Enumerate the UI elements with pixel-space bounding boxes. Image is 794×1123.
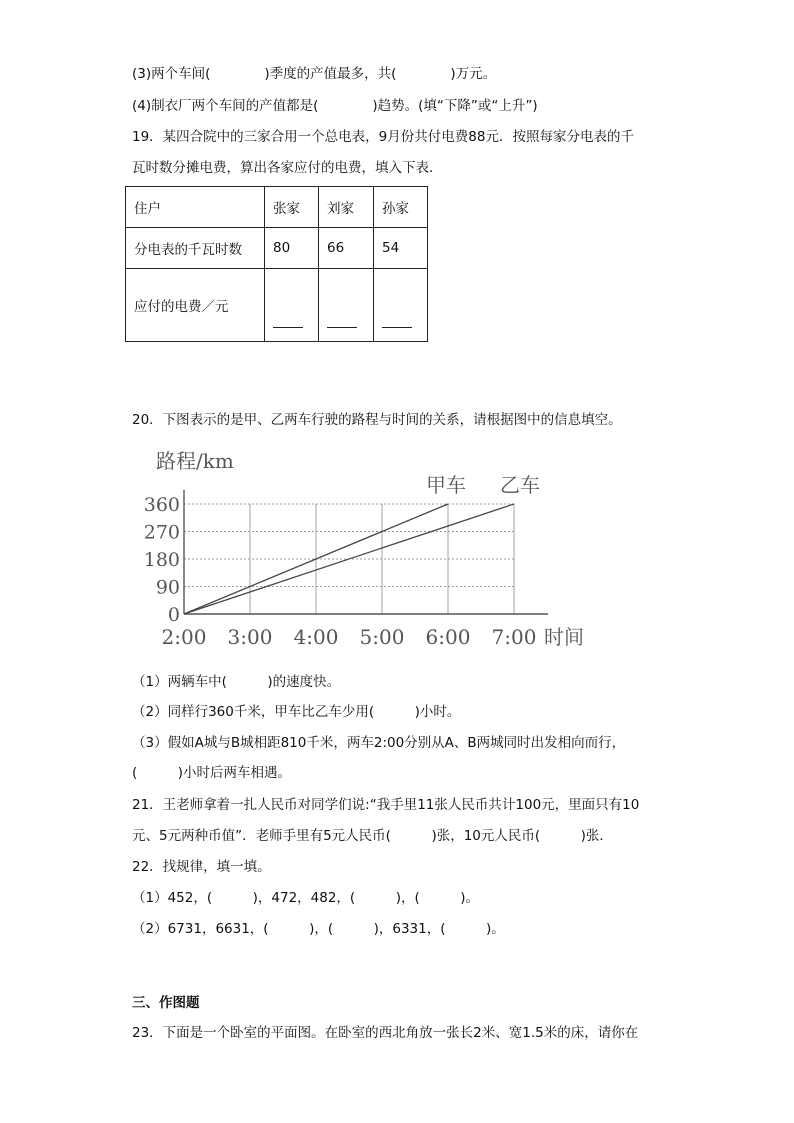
q21-text-line2: 元、5元两种币值”．老师手里有5元人民币( )张，10元人民币( )张． bbox=[132, 828, 613, 844]
table-cell: 54 bbox=[374, 228, 428, 269]
table-header-cell: 孙家 bbox=[374, 187, 428, 228]
q20-part2: （2）同样行360千米，甲车比乙车少用( )小时。 bbox=[132, 704, 461, 720]
x-tick-label: 3:00 bbox=[227, 625, 273, 649]
x-tick-label: 7:00 bbox=[491, 625, 537, 649]
q20-part3-line2: ( )小时后两车相遇。 bbox=[132, 765, 292, 781]
section-heading: 三、作图题 bbox=[132, 995, 200, 1011]
table-header-cell: 住户 bbox=[126, 187, 265, 228]
answer-blank-zhang[interactable] bbox=[265, 269, 319, 342]
electric-fee-table bbox=[125, 186, 428, 342]
y-tick-label: 180 bbox=[143, 549, 180, 571]
q22-part2: （2）6731，6631，( )，( )，6331，( )。 bbox=[132, 921, 505, 937]
table-header-cell: 张家 bbox=[265, 187, 319, 228]
table-cell: 应付的电费／元 bbox=[126, 269, 265, 342]
y-tick-label: 90 bbox=[155, 576, 180, 599]
answer-blank-liu[interactable] bbox=[319, 269, 374, 342]
answer-blank-sun[interactable] bbox=[374, 269, 428, 342]
x-tick-label: 6:00 bbox=[425, 625, 471, 649]
x-tick-label: 4:00 bbox=[293, 625, 339, 649]
q19-text-line2: 瓦时数分摊电费，算出各家应付的电费，填入下表． bbox=[132, 160, 443, 176]
q20-part1: （1）两辆车中( )的速度快。 bbox=[132, 674, 341, 690]
q22-text: 22．找规律，填一填。 bbox=[132, 859, 271, 875]
q20-part3-line1: （3）假如A城与B城相距810千米，两车2:00分别从A、B两城同时出发相向而行， bbox=[132, 735, 626, 751]
q18-part4: (4)制衣厂两个车间的产值都是( )趋势。(填“下降”或“上升”) bbox=[132, 98, 538, 114]
y-tick-label: 270 bbox=[143, 521, 180, 544]
q18-part3: (3)两个车间( )季度的产值最多，共( )万元。 bbox=[132, 66, 497, 82]
q19-text-line1: 19．某四合院中的三家合用一个总电表，9月份共付电费88元．按照每家分电表的千 bbox=[132, 129, 634, 145]
y-tick-label: 360 bbox=[143, 494, 180, 516]
q21-text-line1: 21．王老师拿着一扎人民币对同学们说:“我手里11张人民币共计100元，里面只有10 bbox=[132, 797, 640, 813]
table-cell: 80 bbox=[265, 228, 319, 269]
x-axis-title: 时间 bbox=[544, 625, 584, 649]
x-tick-label: 2:00 bbox=[161, 625, 207, 649]
table-cell: 66 bbox=[319, 228, 374, 269]
table-header-cell: 刘家 bbox=[319, 187, 374, 228]
y-tick-label: 0 bbox=[167, 604, 180, 626]
series-label: 甲车 bbox=[426, 473, 466, 497]
x-tick-label: 5:00 bbox=[359, 625, 405, 649]
q20-text: 20．下图表示的是甲、乙两车行驶的路程与时间的关系，请根据图中的信息填空。 bbox=[132, 412, 622, 428]
series-label: 乙车 bbox=[500, 473, 540, 497]
q23-text: 23．下面是一个卧室的平面图。在卧室的西北角放一张长2米、宽1.5米的床，请你在 bbox=[132, 1025, 639, 1041]
q22-part1: （1）452，( )，472，482，( )，( )。 bbox=[132, 890, 479, 906]
table-cell: 分电表的千瓦时数 bbox=[126, 228, 265, 269]
y-axis-title: 路程/km bbox=[156, 449, 234, 473]
distance-time-chart bbox=[143, 440, 600, 655]
